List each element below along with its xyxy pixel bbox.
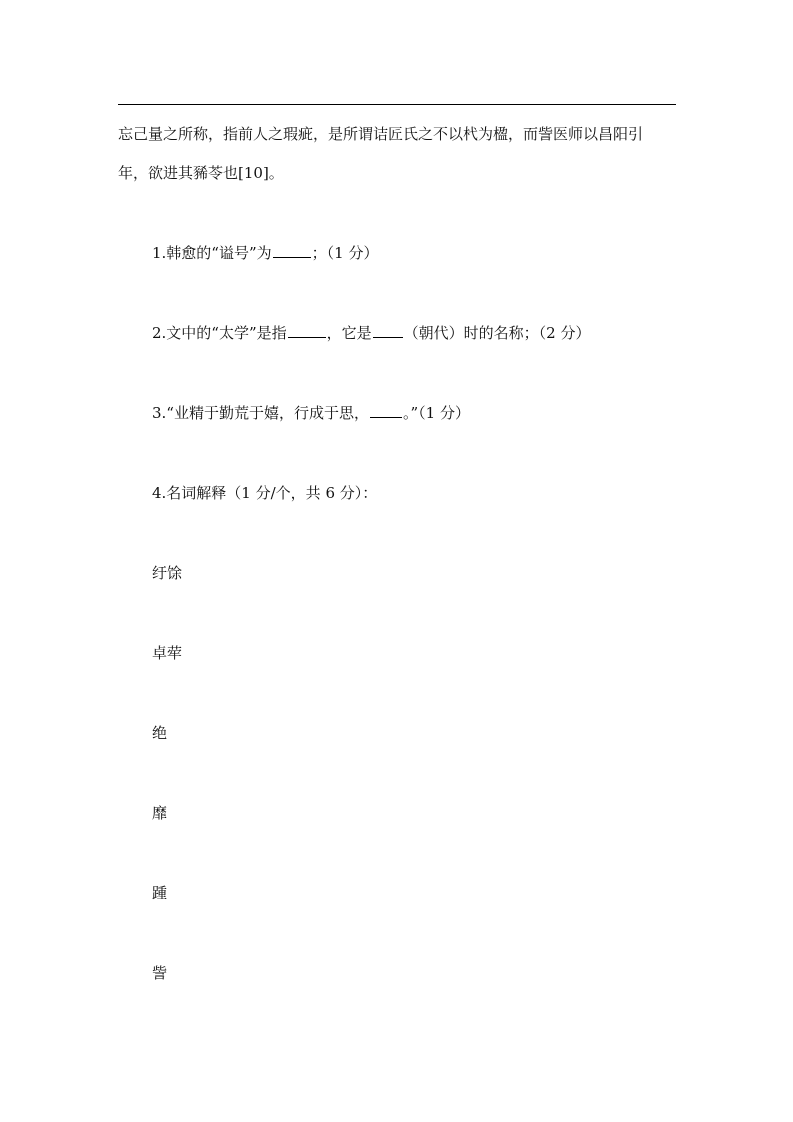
passage-line-2: 年，欲进其豨苓也[10]。 <box>118 164 284 182</box>
term-5: 踵 <box>152 884 168 902</box>
answer-blank-1[interactable] <box>273 243 311 258</box>
answer-blank-2b[interactable] <box>373 323 403 338</box>
term-4: 靡 <box>152 804 168 822</box>
answer-blank-3[interactable] <box>370 403 402 418</box>
question-3-tail: 。”（1 分） <box>402 404 470 422</box>
header-rule <box>118 104 676 105</box>
question-3-text: 3.“业精于勤荒于嬉，行成于思， <box>152 404 369 422</box>
answer-blank-2a[interactable] <box>288 323 326 338</box>
term-1: 纡馀 <box>152 564 183 582</box>
term-3: 绝 <box>152 724 168 742</box>
question-4: 4.名词解释（1 分/个，共 6 分）： <box>152 484 378 502</box>
passage-line-1: 忘己量之所称，指前人之瑕疵，是所谓诘匠氏之不以杙为楹，而訾医师以昌阳引 <box>118 125 644 143</box>
term-6: 訾 <box>152 964 168 982</box>
question-2-tail: （朝代）时的名称；（2 分） <box>403 324 591 342</box>
question-1-tail: ；（1 分） <box>311 244 379 262</box>
question-1 <box>152 243 378 263</box>
question-2-mid: ，它是 <box>326 324 372 342</box>
question-2-text: 2.文中的“太学”是指 <box>152 324 287 342</box>
question-1-text: 1.韩愈的“谥号”为 <box>152 244 272 262</box>
question-3 <box>152 403 470 423</box>
term-2: 卓荦 <box>152 644 183 662</box>
question-2 <box>152 323 591 343</box>
